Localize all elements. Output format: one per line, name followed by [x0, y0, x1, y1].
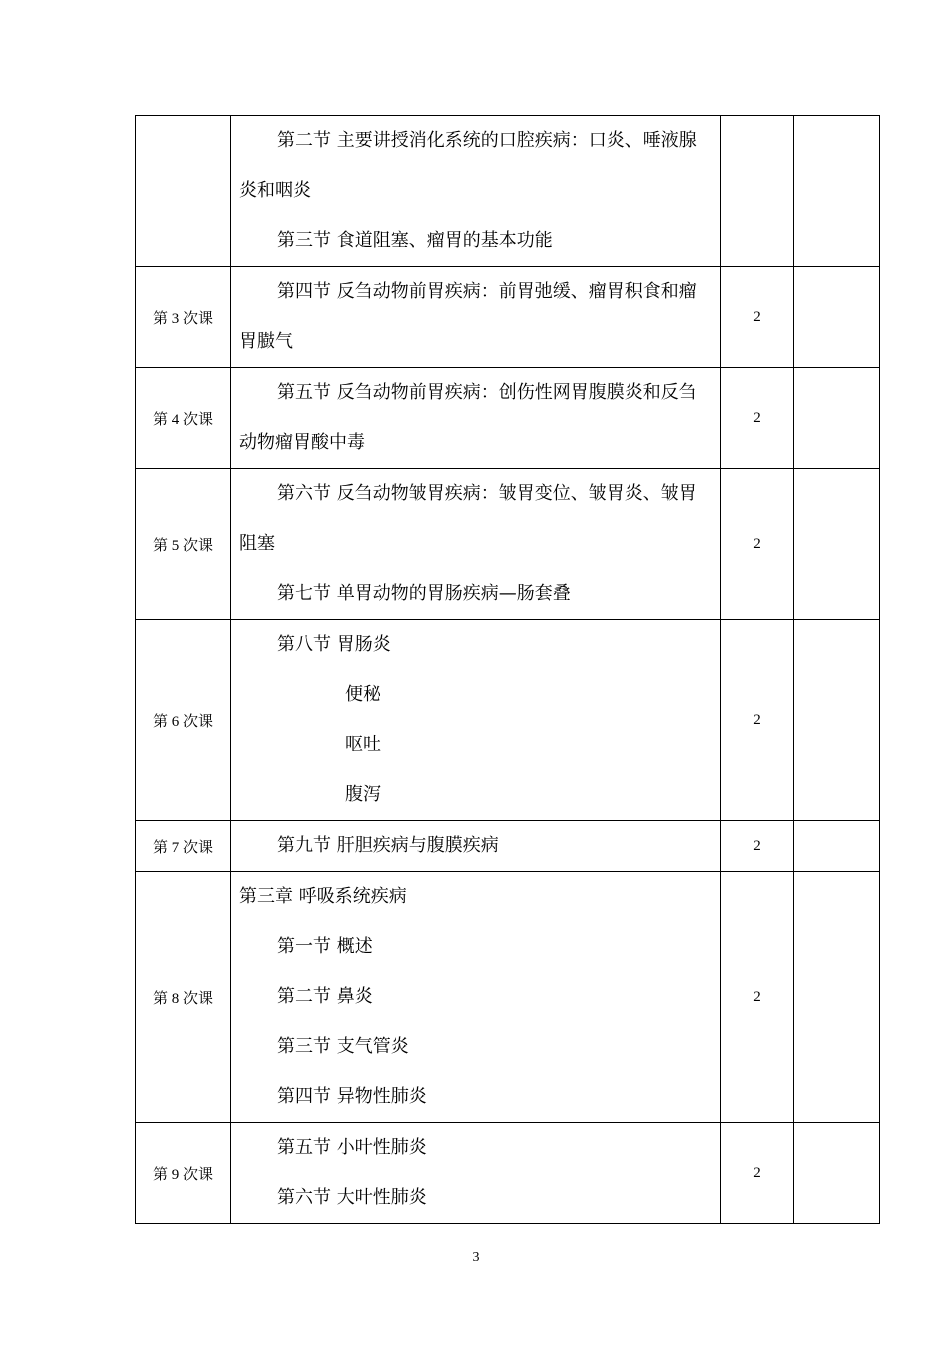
chapter-heading: 第三章 呼吸系统疾病 — [239, 886, 407, 907]
content-line: 第七节 单胃动物的胃肠疾病—肠套叠 — [277, 583, 571, 604]
remarks-cell — [794, 267, 880, 368]
content-line: 第二节 主要讲授消化系统的口腔疾病：口炎、唾液腺炎和咽炎 — [239, 130, 697, 201]
content-cell — [231, 872, 721, 1123]
hours-cell: 2 — [721, 469, 794, 620]
content-cell — [231, 368, 721, 469]
content-line: 第八节 胃肠炎 — [277, 634, 391, 655]
table-row — [136, 821, 880, 872]
content-cell — [231, 1123, 721, 1224]
content-cell — [231, 116, 721, 267]
table-row — [136, 1123, 880, 1224]
content-line: 第四节 反刍动物前胃疾病：前胃弛缓、瘤胃积食和瘤胃臌气 — [239, 281, 697, 352]
content-line: 呕吐 — [345, 734, 381, 755]
lesson-cell: 第 5 次课 — [136, 469, 231, 620]
hours-cell: 2 — [721, 368, 794, 469]
lesson-cell: 第 7 次课 — [136, 821, 231, 872]
lesson-cell: 第 4 次课 — [136, 368, 231, 469]
page-number: 3 — [472, 1250, 480, 1265]
content-cell — [231, 620, 721, 821]
remarks-cell — [794, 469, 880, 620]
remarks-cell — [794, 620, 880, 821]
remarks-cell — [794, 821, 880, 872]
content-line: 第三节 支气管炎 — [277, 1036, 409, 1057]
content-line: 第五节 小叶性肺炎 — [277, 1137, 427, 1158]
remarks-cell — [794, 368, 880, 469]
table-row — [136, 620, 880, 821]
content-line: 腹泻 — [345, 784, 381, 805]
content-line: 第五节 反刍动物前胃疾病：创伤性网胃腹膜炎和反刍动物瘤胃酸中毒 — [239, 382, 697, 453]
content-cell — [231, 469, 721, 620]
table-row — [136, 267, 880, 368]
table-row — [136, 469, 880, 620]
content-line: 便秘 — [345, 684, 381, 705]
lesson-cell: 第 8 次课 — [136, 872, 231, 1123]
table-row — [136, 116, 880, 267]
hours-cell: 2 — [721, 1123, 794, 1224]
content-line: 第九节 肝胆疾病与腹膜疾病 — [277, 835, 499, 856]
remarks-cell — [794, 116, 880, 267]
hours-cell: 2 — [721, 267, 794, 368]
content-line: 第三节 食道阻塞、瘤胃的基本功能 — [277, 230, 553, 251]
lesson-cell: 第 3 次课 — [136, 267, 231, 368]
table-row — [136, 368, 880, 469]
remarks-cell — [794, 872, 880, 1123]
hours-cell: 2 — [721, 821, 794, 872]
lesson-cell: 第 6 次课 — [136, 620, 231, 821]
remarks-cell — [794, 1123, 880, 1224]
content-cell — [231, 821, 721, 872]
content-line: 第四节 异物性肺炎 — [277, 1086, 427, 1107]
content-line: 第六节 反刍动物皱胃疾病：皱胃变位、皱胃炎、皱胃阻塞 — [239, 483, 697, 554]
hours-cell: 2 — [721, 620, 794, 821]
content-line: 第一节 概述 — [277, 936, 373, 957]
hours-cell — [721, 116, 794, 267]
hours-cell: 2 — [721, 872, 794, 1123]
content-line: 第六节 大叶性肺炎 — [277, 1187, 427, 1208]
content-line: 第二节 鼻炎 — [277, 986, 373, 1007]
table-row — [136, 872, 880, 1123]
course-schedule-table — [135, 115, 880, 1224]
lesson-cell: 第 9 次课 — [136, 1123, 231, 1224]
lesson-cell — [136, 116, 231, 267]
content-cell — [231, 267, 721, 368]
